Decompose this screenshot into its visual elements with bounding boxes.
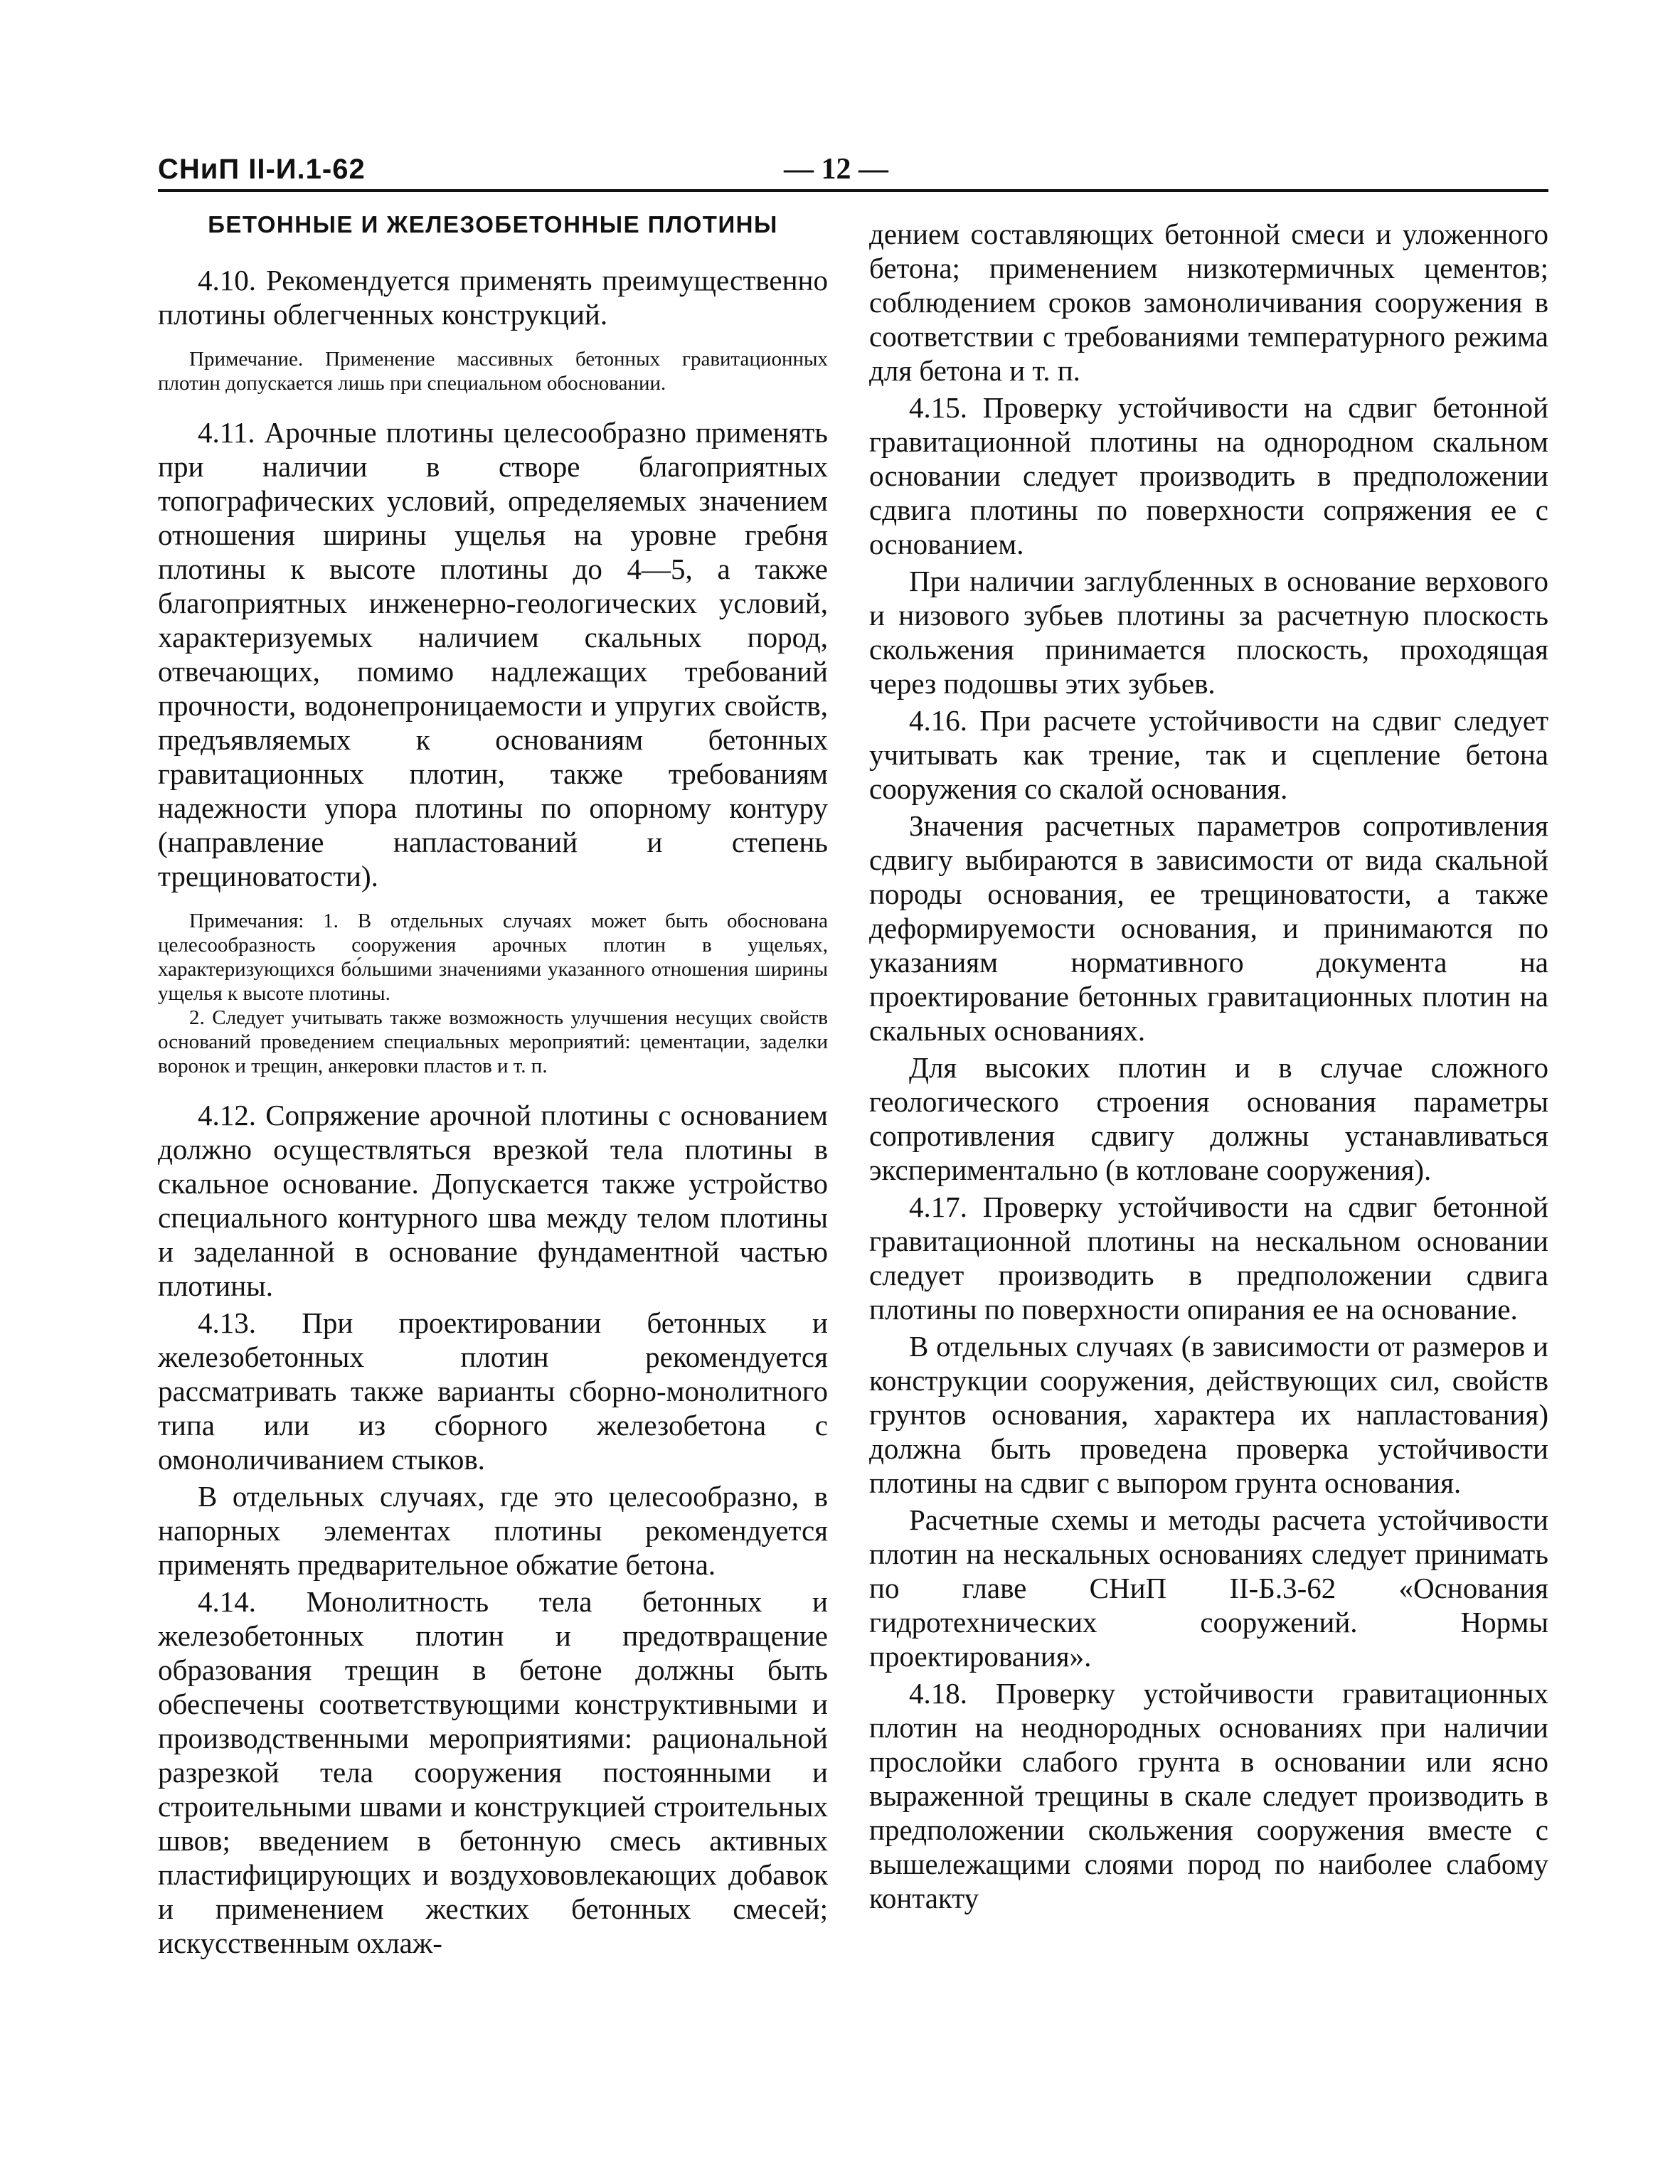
page-number: — 12 — xyxy=(784,153,888,186)
paragraph-4-12: 4.12. Сопряжение арочной плотины с основанием должно осуществляться врезкой тела плотины в скальное основание. Допускается также устройство специального контурного шва между телом плотины и заделанной в основание фундаментной частью плотины. xyxy=(158,1099,828,1302)
note-4-11-item-2: 2. Следует учитывать также возможность улучшения несущих свойств оснований проведением специальных мероприятий: цементации, заделки воронок и трещин, анкеровки пластов и т. п. xyxy=(158,1006,828,1077)
paragraph-4-14-continued: дением составляющих бетонной смеси и уложенного бетона; применением низкотермичных цементов; соблюдением сроков замоноличивания сооружения в соответствии с требованиями температурного режима для бетона и т. п. xyxy=(869,218,1548,387)
paragraph-4-15-continued: При наличии заглубленных в основание верхового и низового зубьев плотины за расчетную плоскость скольжения принимается плоскость, проходящая через подошвы этих зубьев. xyxy=(869,565,1548,700)
paragraph-4-16-continued-2: Для высоких плотин и в случае сложного геологического строения основания параметры сопротивления сдвигу должны устанавливаться экспериментально (в котловане сооружения). xyxy=(869,1051,1548,1186)
paragraph-4-17-continued-2: Расчетные схемы и методы расчета устойчивости плотин на нескальных основаниях следует принимать по главе СНиП II-Б.3-62 «Основания гидротехнических сооружений. Нормы проектирования». xyxy=(869,1503,1548,1673)
note-block-4-11 xyxy=(158,909,828,1078)
paragraph-4-17: 4.17. Проверку устойчивости на сдвиг бетонной гравитационной плотины на нескальном основании следует производить в предположении сдвига плотины по поверхности опирания ее на основание. xyxy=(869,1190,1548,1326)
document-code: СНиП II-И.1-62 xyxy=(158,154,366,185)
paragraph-4-15: 4.15. Проверку устойчивости на сдвиг бетонной гравитационной плотины на однородном скальном основании следует производить в предположении сдвига плотины по поверхности сопряжения ее с основанием. xyxy=(869,391,1548,560)
paragraph-4-13-continued: В отдельных случаях, где это целесообразно, в напорных элементах плотины рекомендуется применять предварительное обжатие бетона. xyxy=(158,1480,828,1581)
paragraph-4-17-continued: В отдельных случаях (в зависимости от размеров и конструкции сооружения, действующих сил, свойств грунтов основания, характера их напластования) должна быть проведена проверка устойчивости плотины на сдвиг с выпором грунта основания. xyxy=(869,1330,1548,1499)
note-block-4-10 xyxy=(158,347,828,395)
paragraph-4-13: 4.13. При проектировании бетонных и железобетонных плотин рекомендуется рассматривать также варианты сборно-монолитного типа или из сборного железобетона с омоноличиванием стыков. xyxy=(158,1306,828,1476)
paragraph-4-10: 4.10. Рекомендуется применять преимущественно плотины облегченных конструкций. xyxy=(158,264,828,331)
note-4-10: Примечание. Применение массивных бетонных гравитационных плотин допускается лишь при специальном обосновании. xyxy=(158,348,828,395)
paragraph-4-14: 4.14. Монолитность тела бетонных и железобетонных плотин и предотвращение образования трещин в бетоне должны быть обеспечены соответствующими конструктивными и производственными мероприятиями: рациональной разрезкой тела сооружения постоянными и строительными швами и конструкцией строительных швов; введением в бетонную смесь активных пластифицирующих и воздухововлекающих добавок и применением жестких бетонных смесей; искусственным охлаж- xyxy=(158,1585,828,1959)
section-title: БЕТОННЫЕ И ЖЕЛЕЗОБЕТОННЫЕ ПЛОТИНЫ xyxy=(208,211,778,238)
page-header xyxy=(158,148,1548,191)
right-column xyxy=(869,217,1548,1915)
paragraph-4-18: 4.18. Проверку устойчивости гравитационных плотин на неоднородных основаниях при наличии прослойки слабого грунта в основании или ясно выраженной трещины в скале следует производить в предположении скольжения сооружения вместе с вышележащими слоями пород по наиболее слабому контакту xyxy=(869,1677,1548,1914)
note-4-11-item-1: Примечания: 1. В отдельных случаях может быть обоснована целесообразность сооружения арочных плотин в ущельях, характеризующихся бо́льшими значениями указанного отношения ширины ущелья к высоте плотины. xyxy=(158,910,828,1005)
paragraph-4-16-continued: Значения расчетных параметров сопротивления сдвигу выбираются в зависимости от вида скальной породы основания, ее трещиноватости, а также деформируемости основания, и принимаются по указаниям нормативного документа на проектирование бетонных гравитационных плотин на скальных основаниях. xyxy=(869,809,1548,1047)
paragraph-4-16: 4.16. При расчете устойчивости на сдвиг следует учитывать как трение, так и сцепление бетона сооружения со скалой основания. xyxy=(869,704,1548,805)
left-column xyxy=(158,208,828,1960)
header-rule xyxy=(158,189,1548,192)
paragraph-4-11: 4.11. Арочные плотины целесообразно применять при наличии в створе благоприятных топографических условий, определяемых значением отношения ширины ущелья на уровне гребня плотины к высоте плотины до 4—5, а также благоприятных инженерно-геологических условий, характеризуемых наличием скальных пород, отвечающих, помимо надлежащих требований прочности, водонепроницаемости и упругих свойств, предъявляемых к основаниям бетонных гравитационных плотин, также требованиям надежности упора плотины по опорному контуру (направление напластований и степень трещиноватости). xyxy=(158,416,828,893)
